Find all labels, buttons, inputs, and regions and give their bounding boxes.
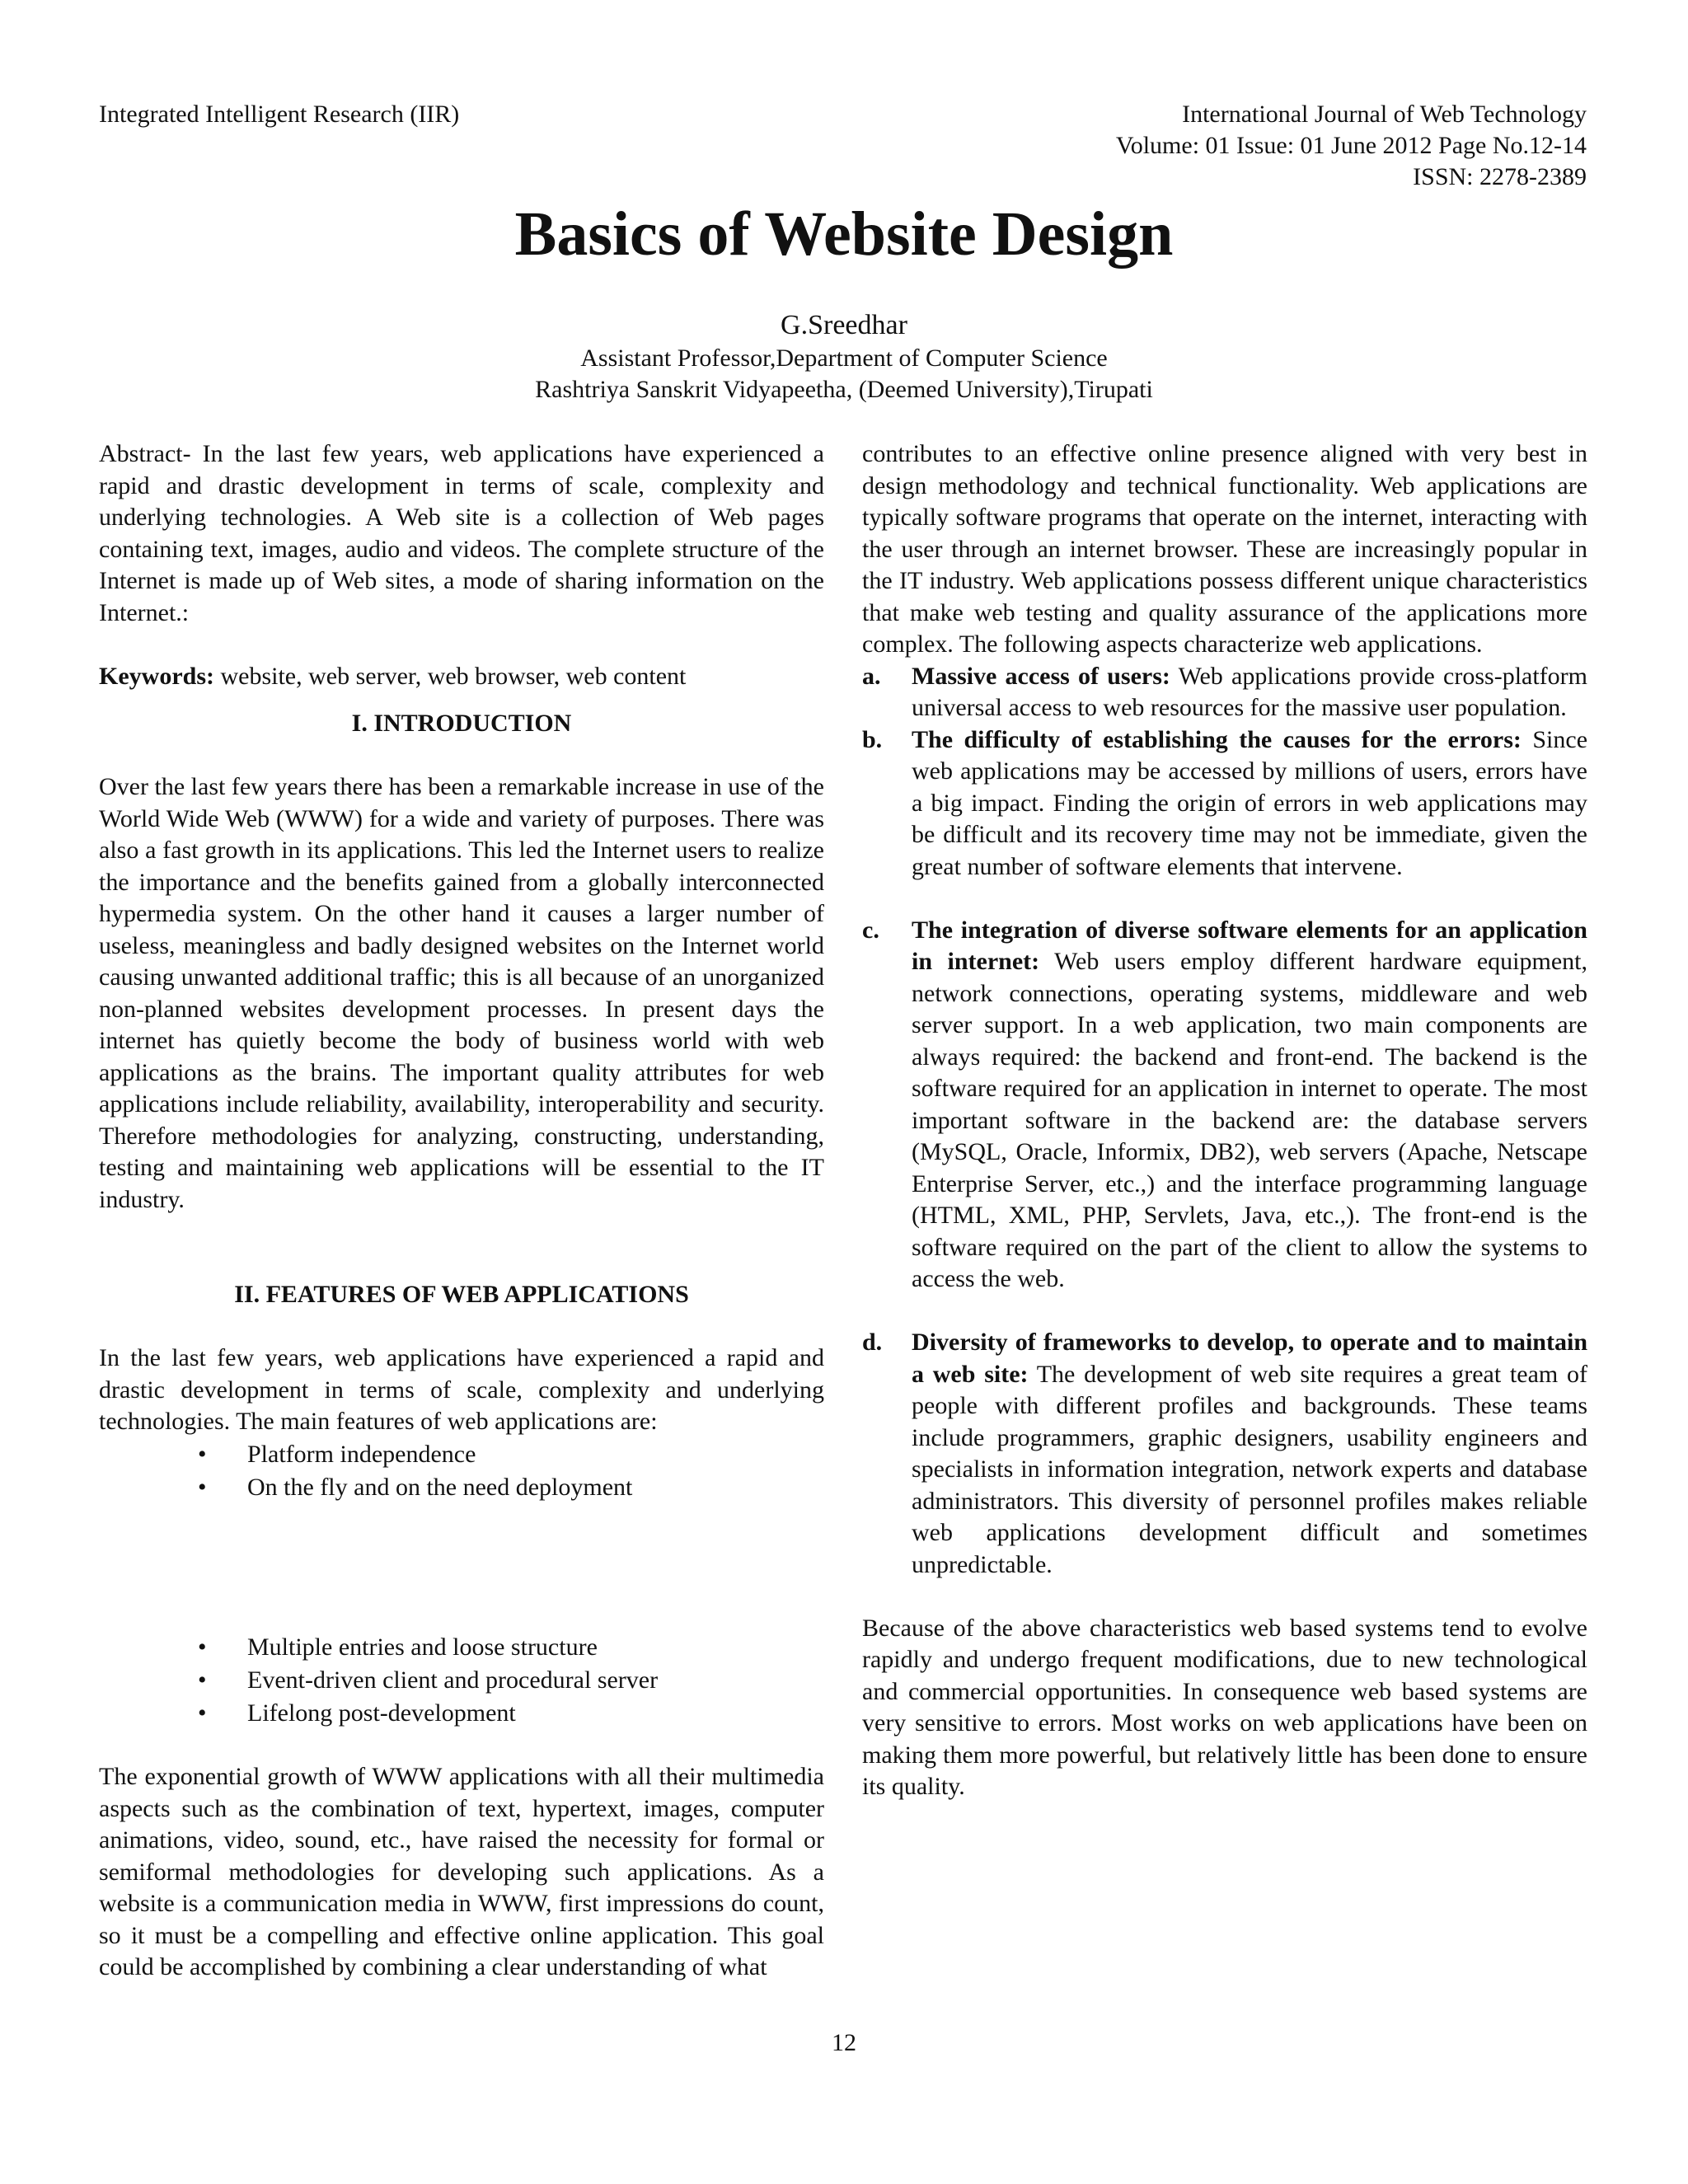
journal-name: International Journal of Web Technology [1182,101,1587,128]
list-item [862,1327,1587,1581]
left-column [99,438,824,1984]
item-text: The development of web site requires a great team of people with different profiles and backgrounds. These teams include programmers, graphic designers, usability engineers and specialists in information integration, network experts and database administrators. This diversity of personnel profiles makes reliable web applications development difficult and sometimes unpredictable. [912,1360,1587,1578]
closing-paragraph: Because of the above characteristics web based systems tend to evolve rapidly and undergo frequent modifications, due to new technological and commercial opportunities. In consequence web based systems are very sensitive to errors. Most works on web applications have been on making them more powerful, but relatively little has been done to ensure its quality. [862,1614,1587,1800]
keywords-label: Keywords: [99,662,214,690]
author-block [0,308,1688,405]
continuation-paragraph: contributes to an effective online presence aligned with very best in design methodology and technical functionality. Web applications are typically software programs that operate on the internet, interacting with the user through an internet browser. These are increasingly popular in the IT industry. Web applications possess different unique characteristics that make web testing and quality assurance of the applications more complex. The following aspects characterize web applications. [862,440,1587,658]
features-intro: In the last few years, web applications have experienced a rapid and drastic development in terms of scale, complexity and underlying technologies. The main features of web applications are: [99,1344,824,1435]
features-list-b [99,1631,824,1730]
section-heading-introduction: I. INTRODUCTION [351,710,572,737]
issn: ISSN: 2278-2389 [1413,163,1587,190]
item-lead: The integration of diverse software elements for an application in internet: [912,916,1587,975]
list-item: • Event-driven client and procedural server [198,1664,824,1697]
item-lead: The difficulty of establishing the causes for the errors: [912,725,1522,753]
item-lead: Diversity of frameworks to develop, to operate and to maintain a web site: [912,1329,1587,1388]
characteristics-list [862,661,1587,1582]
section-heading-features: II. FEATURES OF WEB APPLICATIONS [234,1281,689,1308]
list-marker: d. [862,1329,883,1356]
page-number: 12 [832,2029,856,2056]
item-text: Web applications provide cross-platform universal access to web resources for the massive user population. [912,662,1587,721]
volume-info: Volume: 01 Issue: 01 June 2012 Page No.12-14 [1115,132,1587,159]
paper-title: Basics of Website Design [514,199,1174,269]
list-item [862,915,1587,1296]
list-marker: b. [862,725,883,753]
list-marker: a. [862,662,881,690]
list-item: • On the fly and on the need deployment [198,1471,824,1504]
author-institution: Rashtriya Sanskrit Vidyapeetha, (Deemed University),Tirupati [535,376,1153,403]
features-paragraph: The exponential growth of WWW applications with all their multimedia aspects such as the combination of text, hypertext, images, computer animations, video, sound, etc., have raised the necessity for formal or semiformal methodologies for developing such applications. As a website is a communication media in WWW, first impressions do count, so it must be a compelling and effective online application. This goal could be accomplished by combining a clear understanding of what [99,1763,824,1980]
item-text: Web users employ different hardware equipment, network connections, operating systems, middleware and web server support. In a web application, two main components are always required: the backend and front-end. The backend is the software required for an application in internet to operate. The most important software in the backend are: the database servers (MySQL, Oracle, Informix, DB2), web servers (Apache, Netscape Enterprise Server, etc.,) and the interface programming language (HTML, XML, PHP, Servlets, Java, etc.,). The front-end is the software required on the part of the client to allow the systems to access the web. [912,948,1587,1292]
abstract: Abstract- In the last few years, web applications have experienced a rapid and drastic development in terms of scale, complexity and underlying technologies. A Web site is a collection of Web pages containing text, images, audio and videos. The complete structure of the Internet is made up of Web sites, a mode of sharing information on the Internet.: [99,440,824,626]
author-name: G.Sreedhar [781,310,907,340]
right-column [862,438,1587,1803]
item-text: Since web applications may be accessed by millions of users, errors have a big impact. Finding the origin of errors in web applications may be difficult and its recovery time may not be immediate, given the great number of software elements that intervene. [912,725,1588,880]
keywords-text: website, web server, web browser, web content [213,662,687,690]
list-item: • Platform independence [198,1438,824,1471]
running-header-left: Integrated Intelligent Research (IIR) [99,101,460,128]
list-item [862,724,1587,883]
list-marker: c. [862,916,879,944]
introduction-body: Over the last few years there has been a remarkable increase in use of the World Wide Web (WWW) for a wide and variety of purposes. There was also a fast growth in its applications. This led the Internet users to realize the importance and the benefits gained from a globally interconnected hypermedia system. On the other hand it causes a larger number of useless, meaningless and badly designed websites on the Internet world causing unwanted additional traffic; this is all because of an unorganized non-planned websites development processes. In present days the internet has quietly become the body of business world with web applications as the brains. The important quality attributes for web applications include reliability, availability, interoperability and security. Therefore methodologies for analyzing, constructing, understanding, testing and maintaining web applications will be essential to the IT industry. [99,773,824,1213]
running-header-right [845,99,1587,193]
features-list-a [99,1438,824,1504]
item-lead: Massive access of users: [912,662,1170,690]
list-item: • Lifelong post-development [198,1697,824,1730]
author-position: Assistant Professor,Department of Computer Science [580,344,1108,372]
list-item: • Multiple entries and loose structure [198,1631,824,1664]
list-item [862,661,1587,724]
keywords [99,661,824,693]
